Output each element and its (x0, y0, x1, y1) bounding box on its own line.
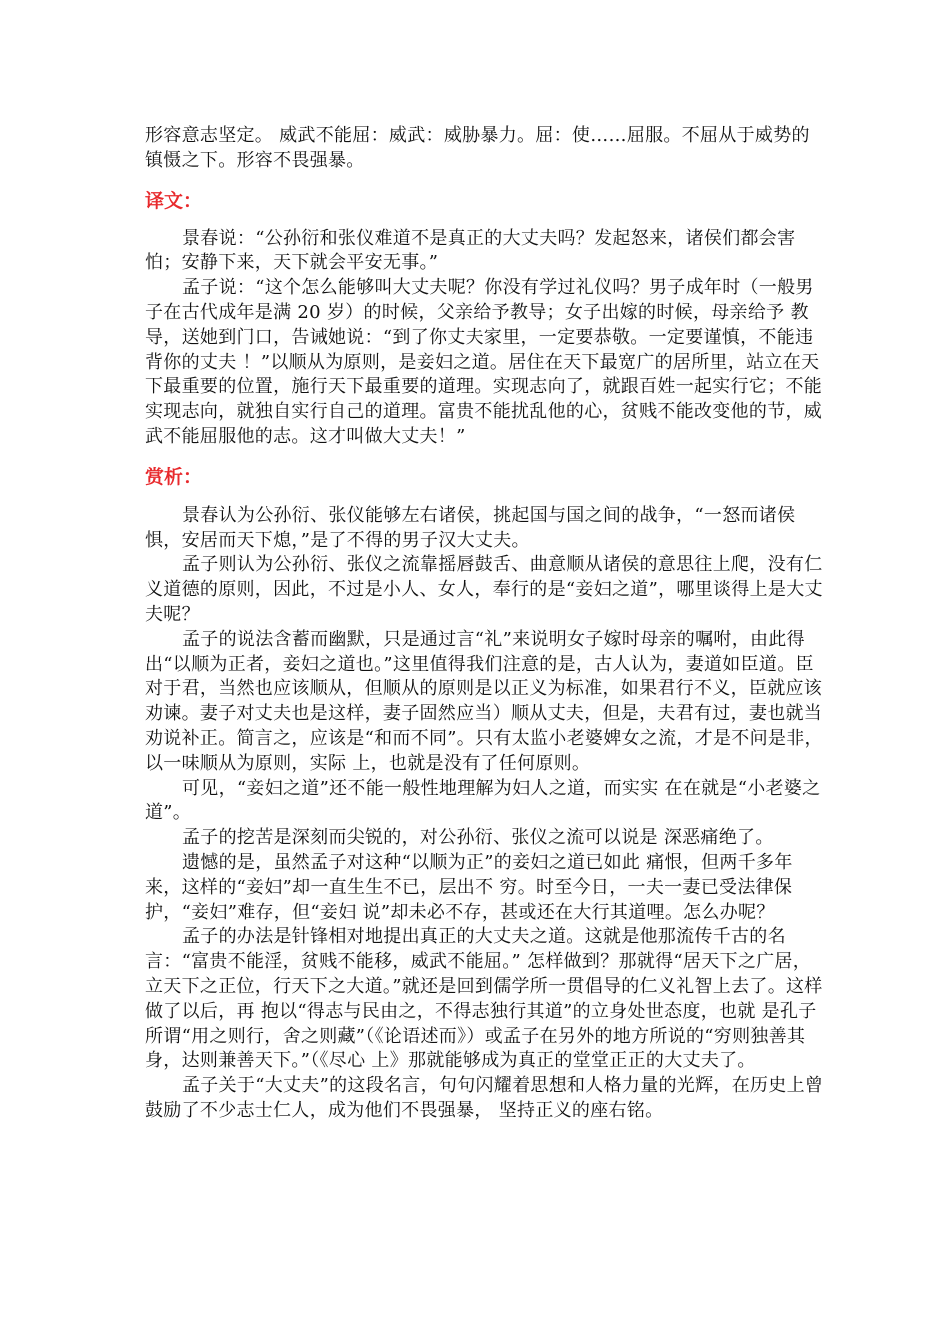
appreciation-paragraph: 可见，“妾妇之道”还不能一般性地理解为妇人之道，而实实 在在就是“小老婆之道”。 (145, 777, 821, 824)
appreciation-paragraph: 孟子关于“大丈夫”的这段名言，句句闪耀着思想和人格力量的光辉，在历史上曾鼓励了不少志士仁人，成为他们不畏强暴， 坚持正义的座右铭。 (145, 1075, 824, 1121)
appreciation-section (145, 504, 825, 1124)
appreciation-paragraph: 孟子的挖苦是深刻而尖锐的，对公孙衍、张仪之流可以说是 深恶痛绝了。 (182, 827, 774, 849)
appreciation-paragraph: 景春认为公孙衍、张仪能够左右诸侯，挑起国与国之间的战争，“一怒而诸侯惧，安居而天下熄，”是了不得的男子汉大丈夫。 (145, 504, 796, 551)
translation-paragraph: 景春说：“公孙衍和张仪难道不是真正的大丈夫吗？发起怒来，诸侯们都会害怕；安静下来，天下就会平安无事。” (145, 227, 796, 274)
document-body (145, 124, 825, 1124)
appreciation-paragraph: 遗憾的是，虽然孟子对这种“以顺为正”的妾妇之道已如此 痛恨，但两千多年来，这样的“妾妇”却一直生生不已，层出不 穷。时至今日，一夫一妻已受法律保护，“妾妇”难存，但“妾妇 说”却未必不存，甚或还在大行其道哩。怎么办呢？ (145, 851, 793, 923)
translation-heading: 译文： (145, 189, 203, 212)
intro-paragraph: 形容意志坚定。 威武不能屈：威武：威胁暴力。屈：使……屈服。不屈从于威势的镇慑之下。形容不畏强暴。 (145, 125, 810, 171)
appreciation-paragraph: 孟子的办法是针锋相对地提出真正的大丈夫之道。这就是他那流传千古的名言：“富贵不能淫，贫贱不能移，威武不能屈。” 怎样做到？那就得“居天下之广居，立天下之正位，行天下之大道。”就还是回到儒学所一贯倡导的仁义礼智上去了。这样做了以后，再 抱以“得志与民由之，不得志独行其道”的立身处世态度，也就 是孔子所谓“用之则行，舍之则藏”（《论语述而》）或孟子在另外的地方所说的“穷则独善其身，达则兼善天下。”（《尽心 上》那就能够成为真正的堂堂正正的大丈夫了。 (145, 926, 823, 1072)
translation-paragraph: 孟子说：“这个怎么能够叫大丈夫呢？你没有学过礼仪吗？男子成年时（一般男子在古代成年是满 20 岁）的时候，父亲给予教导；女子出嫁的时候，母亲给予 教导，送她到门口，告诫她说：“到了你丈夫家里，一定要恭敬。一定要谨慎，不能违背你的丈夫 ！”以顺从为原则，是妾妇之道。居住在天下最宽广的居所里，站立在天下最重要的位置，施行天下最重要的道理。实现志向了，就跟百姓一起实行它；不能实现志向，就独自实行自己的道理。富贵不能扰乱他的心，贫贱不能改变他的节，威武不能屈服他的志。这才叫做大丈夫！” (145, 277, 823, 447)
appreciation-paragraph: 孟子的说法含蓄而幽默，只是通过言“礼”来说明女子嫁时母亲的嘱咐，由此得出“以顺为正者，妾妇之道也。”这里值得我们注意的是，古人认为，妻道如臣道。臣对于君，当然也应该顺从，但顺从的原则是以正义为标准，如果君行不义，臣就应该 劝谏。妻子对丈夫也是这样，妻子固然应当）顺从丈夫，但是，夫君有过，妻也就当劝说补正。简言之，应该是“和而不同”。只有太监小老婆婢女之流，才是不问是非，以一味顺从为原则，实际 上，也就是没有了任何原则。 (145, 628, 823, 774)
appreciation-paragraph: 孟子则认为公孙衍、张仪之流靠摇唇鼓舌、曲意顺从诸侯的意思往上爬，没有仁义道德的原则，因此，不过是小人、女人，奉行的是“妾妇之道”，哪里谈得上是大丈夫呢？ (145, 554, 823, 625)
appreciation-heading: 赏析： (145, 465, 203, 488)
translation-section (145, 227, 825, 450)
